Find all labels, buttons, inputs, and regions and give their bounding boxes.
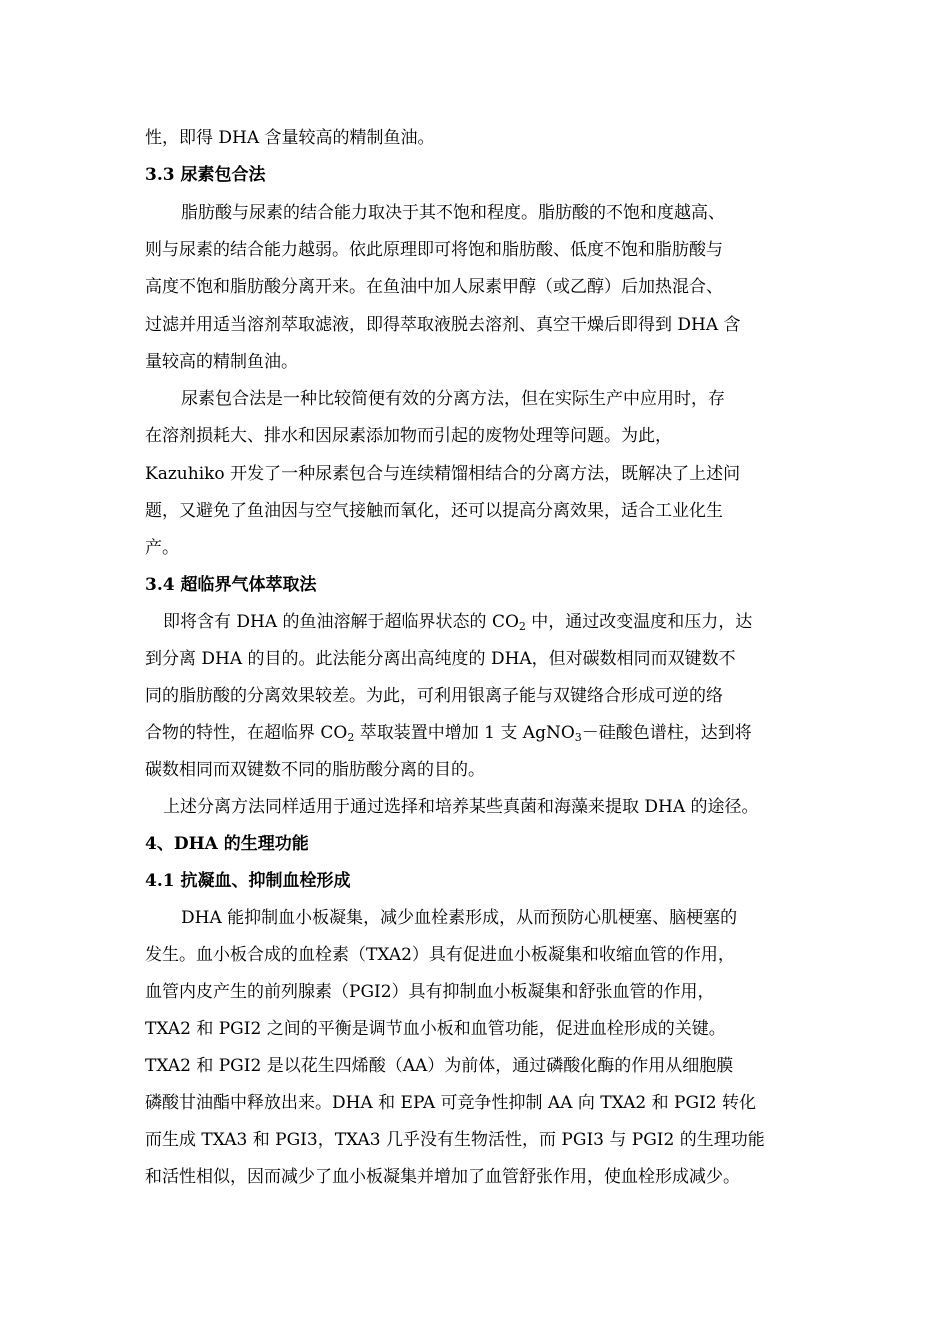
paragraph-line: DHA 能抑制血小板凝集，减少血栓素形成，从而预防心肌梗塞、脑梗塞的 <box>181 908 738 928</box>
paragraph-line: 到分离 DHA 的目的。此法能分离出高纯度的 DHA，但对碳数相同而双键数不 <box>145 649 736 669</box>
paragraph-line <box>145 609 853 635</box>
section-heading: 4.1 抗凝血、抑制血栓形成 <box>145 871 351 891</box>
subscript: 2 <box>518 620 526 633</box>
paragraph-line: 题，又避免了鱼油因与空气接触而氧化，还可以提高分离效果，适合工业化生 <box>145 501 723 521</box>
paragraph-line: 过滤并用适当溶剂萃取滤液，即得萃取液脱去溶剂、真空干燥后即得到 DHA 含 <box>145 315 741 335</box>
paragraph-line: 血管内皮产生的前列腺素（PGI2）具有抑制血小板凝集和舒张血管的作用， <box>145 982 715 1002</box>
paragraph-line: 磷酸甘油酯中释放出来。DHA 和 EPA 可竞争性抑制 AA 向 TXA2 和 PGI2 转化 <box>145 1093 756 1113</box>
paragraph-line: 而生成 TXA3 和 PGI3，TXA3 几乎没有生物活性，而 PGI3 与 PGI2 的生理功能 <box>145 1130 765 1150</box>
paragraph-line: 则与尿素的结合能力越弱。依此原理即可将饱和脂肪酸、低度不饱和脂肪酸与 <box>145 240 723 260</box>
paragraph-line: 上述分离方法同样适用于通过选择和培养某些真菌和海藻来提取 DHA 的途径。 <box>163 797 759 817</box>
section-heading: 3.3 尿素包合法 <box>145 165 266 185</box>
paragraph-line: 产。 <box>145 538 179 558</box>
paragraph-line: 碳数相同而双键数不同的脂肪酸分离的目的。 <box>145 760 485 780</box>
paragraph-line: Kazuhiko 开发了一种尿素包合与连续精馏相结合的分离方法，既解决了上述问 <box>145 464 741 484</box>
paragraph-line: 高度不饱和脂肪酸分离开来。在鱼油中加人尿素甲醇（或乙醇）后加热混合、 <box>145 277 723 297</box>
paragraph-line: 发生。血小板合成的血栓素（TXA2）具有促进血小板凝集和收缩血管的作用， <box>145 945 735 965</box>
paragraph-line: 脂肪酸与尿素的结合能力取决于其不饱和程度。脂肪酸的不饱和度越高、 <box>181 203 725 223</box>
text-run: 即将含有 DHA 的鱼油溶解于超临界状态的 CO <box>163 612 519 632</box>
paragraph-line: 同的脂肪酸的分离效果较差。为此，可利用银离子能与双键络合形成可逆的络 <box>145 686 723 706</box>
text-run: －硅酸色谱柱，达到将 <box>581 723 752 743</box>
paragraph-line: 在溶剂损耗大、排水和因尿素添加物而引起的废物处理等问题。为此， <box>145 426 672 446</box>
text-run: 中，通过改变温度和压力，达 <box>525 612 753 632</box>
paragraph-line: 量较高的精制鱼油。 <box>145 352 298 372</box>
subscript: 2 <box>347 731 355 744</box>
paragraph-line: TXA2 和 PGI2 之间的平衡是调节血小板和血管功能，促进血栓形成的关键。 <box>145 1019 726 1039</box>
section-heading: 3.4 超临界气体萃取法 <box>145 575 317 595</box>
section-heading: 4、DHA 的生理功能 <box>145 834 309 854</box>
text-run: 萃取装置中增加 1 支 AgNO <box>354 723 575 743</box>
subscript: 3 <box>574 731 582 744</box>
paragraph-line: 尿素包合法是一种比较简便有效的分离方法，但在实际生产中应用时，存 <box>181 389 725 409</box>
paragraph-line: TXA2 和 PGI2 是以花生四烯酸（AA）为前体，通过磷酸化酶的作用从细胞膜 <box>145 1056 734 1076</box>
paragraph-line: 和活性相似，因而减少了血小板凝集并增加了血管舒张作用，使血栓形成减少。 <box>145 1167 740 1187</box>
text-run: 合物的特性，在超临界 CO <box>145 723 348 743</box>
paragraph-line <box>145 720 835 746</box>
paragraph-line: 性，即得 DHA 含量较高的精制鱼油。 <box>145 128 435 148</box>
